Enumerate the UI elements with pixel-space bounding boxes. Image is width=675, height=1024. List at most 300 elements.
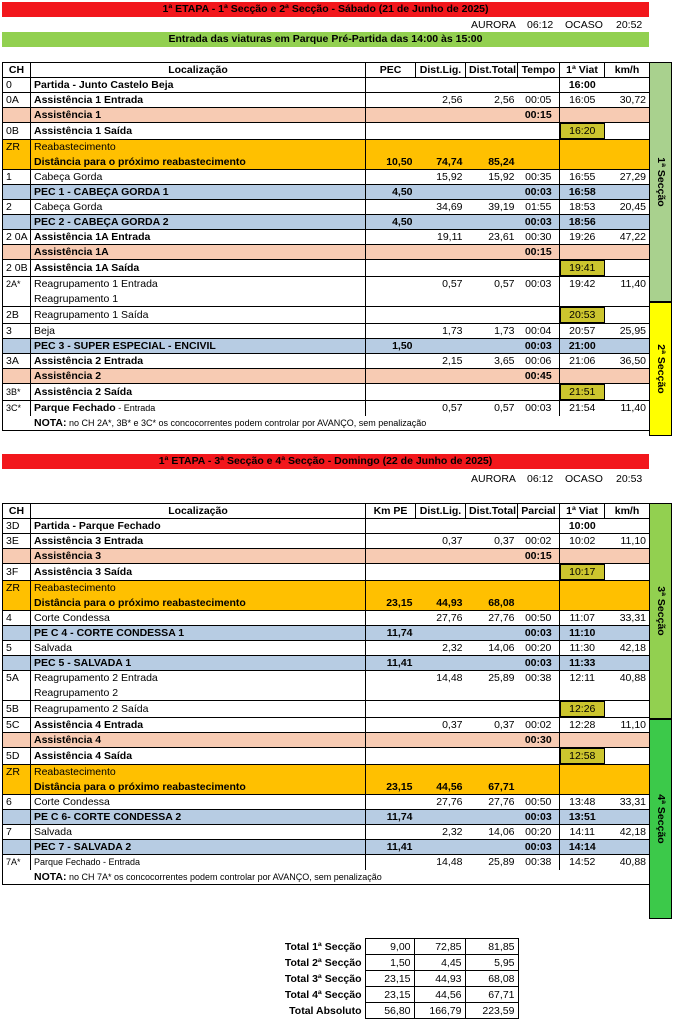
cell-viat	[560, 78, 605, 93]
cell-value: 11:30	[569, 642, 595, 654]
table-row	[3, 140, 650, 155]
cell-tempo	[518, 155, 560, 170]
cell-tempo	[518, 840, 560, 855]
location-label: Reagrupamento 1 Entrada	[34, 278, 158, 291]
column-header: km/h	[605, 63, 650, 78]
cell-pec	[366, 534, 416, 549]
cell-value: 27,76	[436, 796, 463, 808]
cell-dtot	[466, 686, 518, 701]
cell-value: 00:03	[524, 186, 552, 198]
cell-viat	[560, 292, 605, 307]
cell-value: 1,50	[392, 340, 413, 352]
day1-schedule-table	[2, 62, 650, 431]
cell-ch	[3, 795, 31, 810]
cell-dlig	[416, 780, 466, 795]
cell-ch	[3, 108, 31, 123]
cell-dlig	[416, 825, 466, 840]
table-row	[3, 748, 650, 765]
cell-value: 18:56	[568, 216, 596, 228]
cell-dtot	[466, 840, 518, 855]
cell-viat	[560, 581, 605, 596]
cell-dlig	[416, 215, 466, 230]
cell-value: 2,15	[442, 355, 463, 367]
cell-value: 47,22	[619, 231, 646, 243]
cell-dlig	[416, 384, 466, 401]
cell-value: 00:02	[525, 719, 552, 731]
cell-value: 00:15	[524, 246, 552, 258]
location-label: Salvada	[34, 826, 72, 838]
cell-ch	[3, 748, 31, 765]
cell-dtot	[466, 277, 518, 292]
nota-cell	[3, 870, 650, 885]
cell-viat	[560, 93, 605, 108]
day1-aurora-label: AURORA	[471, 19, 516, 31]
cell-dtot	[466, 324, 518, 339]
location-label: Reabastecimento	[34, 141, 116, 154]
table-row	[3, 626, 650, 641]
cell-dtot	[466, 581, 518, 596]
cell-loc	[31, 215, 366, 230]
cell-ch	[3, 855, 31, 870]
cell-tempo	[518, 260, 560, 277]
cell-tempo	[518, 718, 560, 733]
cell-tempo	[518, 170, 560, 185]
cell-pec	[366, 748, 416, 765]
table-row	[3, 155, 650, 170]
cell-pec	[366, 215, 416, 230]
cell-dlig	[416, 718, 466, 733]
cell-value: 01:55	[525, 201, 552, 213]
cell-value: 3B*	[6, 387, 21, 397]
nota-row	[3, 416, 650, 431]
cell-dlig	[416, 401, 466, 416]
column-header: Localização	[31, 63, 366, 78]
cell-dlig	[416, 534, 466, 549]
cell-value: 4	[6, 612, 12, 624]
cell-viat	[560, 307, 605, 324]
cell-dlig	[416, 519, 466, 534]
cell-ch	[3, 307, 31, 324]
cell-dtot	[466, 339, 518, 354]
location-label: Reagrupamento 1 Saída	[34, 309, 149, 321]
cell-dlig	[416, 123, 466, 140]
cell-value: 0,37	[442, 719, 463, 731]
cell-value: 67,71	[488, 780, 515, 793]
totals-value: 44,56	[414, 987, 465, 1003]
cell-dlig	[416, 748, 466, 765]
cell-pec	[366, 354, 416, 369]
cell-value: 3	[6, 325, 12, 337]
cell-value: 16:05	[569, 94, 596, 106]
cell-pec	[366, 549, 416, 564]
cell-kmh	[605, 140, 650, 155]
day2-ocaso-time: 20:53	[616, 473, 643, 485]
table-row	[3, 733, 650, 748]
cell-viat	[560, 671, 605, 686]
cell-pec	[366, 718, 416, 733]
cell-value: 27,76	[436, 612, 463, 624]
cell-pec	[366, 519, 416, 534]
location-label: Corte Condessa	[34, 612, 110, 624]
cell-loc	[31, 260, 366, 277]
column-header: CH	[3, 63, 31, 78]
cell-dlig	[416, 93, 466, 108]
cell-loc	[31, 140, 366, 155]
cell-kmh	[605, 384, 650, 401]
cell-viat	[560, 701, 605, 718]
cell-loc	[31, 339, 366, 354]
cell-value: 25,89	[488, 672, 515, 685]
cell-value: 1	[6, 171, 12, 183]
cell-dtot	[466, 78, 518, 93]
cell-loc	[31, 748, 366, 765]
cell-viat	[560, 108, 605, 123]
cell-value: 3,65	[494, 355, 515, 367]
cell-value: 1,73	[442, 325, 463, 337]
cell-kmh	[605, 840, 650, 855]
cell-loc	[31, 384, 366, 401]
cell-kmh	[605, 855, 650, 870]
cell-viat	[560, 369, 605, 384]
cell-value: 4,50	[392, 216, 413, 228]
location-label: Assistência 2 Entrada	[34, 355, 144, 367]
column-header: Tempo	[518, 63, 560, 78]
table-row	[3, 519, 650, 534]
time-box: 12:26	[560, 701, 605, 717]
cell-dlig	[416, 324, 466, 339]
cell-dtot	[466, 108, 518, 123]
cell-pec	[366, 292, 416, 307]
cell-ch	[3, 292, 31, 307]
cell-viat	[560, 354, 605, 369]
cell-tempo	[518, 245, 560, 260]
location-label: PEC 7 - SALVADA 2	[34, 841, 132, 853]
cell-ch	[3, 581, 31, 596]
totals-value: 72,85	[414, 939, 465, 955]
cell-dtot	[466, 810, 518, 825]
cell-dtot	[466, 549, 518, 564]
totals-value: 23,15	[365, 971, 414, 987]
table-row	[3, 701, 650, 718]
cell-loc	[31, 245, 366, 260]
cell-pec	[366, 93, 416, 108]
cell-loc	[31, 718, 366, 733]
cell-ch	[3, 718, 31, 733]
cell-dlig	[416, 855, 466, 870]
cell-dlig	[416, 810, 466, 825]
cell-tempo	[518, 140, 560, 155]
cell-tempo	[518, 810, 560, 825]
cell-dtot	[466, 795, 518, 810]
cell-viat	[560, 140, 605, 155]
column-header: Dist.Total	[466, 504, 518, 519]
cell-dtot	[466, 215, 518, 230]
cell-value: 00:38	[525, 672, 552, 685]
cell-pec	[366, 611, 416, 626]
cell-value: 14,48	[436, 856, 463, 869]
cell-dtot	[466, 641, 518, 656]
cell-viat	[560, 549, 605, 564]
cell-tempo	[518, 656, 560, 671]
cell-dlig	[416, 564, 466, 581]
cell-kmh	[605, 123, 650, 140]
table-row	[3, 324, 650, 339]
cell-value: 00:30	[525, 231, 552, 243]
cell-dtot	[466, 93, 518, 108]
cell-dlig	[416, 277, 466, 292]
cell-dlig	[416, 200, 466, 215]
cell-tempo	[518, 93, 560, 108]
cell-value: 15,92	[488, 171, 515, 183]
cell-loc	[31, 795, 366, 810]
cell-value: 3A	[6, 355, 19, 367]
day1-ocaso-label: OCASO	[565, 19, 603, 31]
cell-pec	[366, 200, 416, 215]
cell-viat	[560, 765, 605, 780]
cell-loc	[31, 401, 366, 416]
cell-value: 34,69	[436, 201, 463, 213]
cell-loc	[31, 855, 366, 870]
cell-value: 0B	[6, 125, 19, 137]
cell-value: 11:10	[569, 627, 596, 639]
cell-pec	[366, 108, 416, 123]
cell-kmh	[605, 260, 650, 277]
cell-pec	[366, 855, 416, 870]
cell-dtot	[466, 384, 518, 401]
cell-viat	[560, 656, 605, 671]
cell-value: 44,56	[436, 780, 463, 793]
cell-loc	[31, 108, 366, 123]
cell-ch	[3, 519, 31, 534]
cell-loc	[31, 185, 366, 200]
cell-value: 0,37	[442, 535, 463, 547]
location-label: PEC 3 - SUPER ESPECIAL - ENCIVIL	[34, 340, 216, 352]
cell-tempo	[518, 534, 560, 549]
cell-value: 23,15	[386, 596, 413, 609]
totals-value: 44,93	[414, 971, 465, 987]
cell-dtot	[466, 765, 518, 780]
cell-value: 00:50	[525, 612, 552, 624]
cell-kmh	[605, 277, 650, 292]
cell-value: 2B	[6, 309, 19, 321]
table-row	[3, 384, 650, 401]
table-row	[3, 230, 650, 245]
table-row	[3, 108, 650, 123]
cell-kmh	[605, 718, 650, 733]
cell-pec	[366, 825, 416, 840]
cell-viat	[560, 519, 605, 534]
location-label: Cabeça Gorda	[34, 171, 103, 183]
totals-row	[255, 955, 518, 971]
cell-loc	[31, 170, 366, 185]
table-row	[3, 200, 650, 215]
cell-pec	[366, 626, 416, 641]
table-header-row	[3, 63, 650, 78]
cell-value: 30,72	[619, 94, 646, 106]
table-row	[3, 581, 650, 596]
location-label: Reagrupamento 2	[34, 686, 119, 699]
cell-pec	[366, 810, 416, 825]
cell-value: 00:03	[525, 402, 552, 415]
cell-value: 7	[6, 826, 12, 838]
cell-pec	[366, 307, 416, 324]
table-row	[3, 718, 650, 733]
cell-value: 36,50	[619, 355, 646, 367]
cell-ch	[3, 733, 31, 748]
nota-row	[3, 870, 650, 885]
cell-dlig	[416, 155, 466, 170]
cell-ch	[3, 765, 31, 780]
cell-ch	[3, 369, 31, 384]
cell-value: 12:28	[569, 719, 596, 731]
cell-value: 14,48	[436, 672, 463, 685]
column-header: PEC	[366, 63, 416, 78]
cell-kmh	[605, 519, 650, 534]
cell-kmh	[605, 810, 650, 825]
cell-value: 00:03	[524, 627, 552, 639]
cell-dtot	[466, 140, 518, 155]
cell-tempo	[518, 671, 560, 686]
cell-kmh	[605, 656, 650, 671]
cell-kmh	[605, 611, 650, 626]
cell-dtot	[466, 292, 518, 307]
cell-loc	[31, 307, 366, 324]
location-label: Assistência 3	[34, 550, 102, 562]
cell-dtot	[466, 185, 518, 200]
cell-value: 25,95	[619, 325, 646, 337]
totals-label: Total Absoluto	[289, 1004, 362, 1017]
cell-kmh	[605, 339, 650, 354]
totals-table	[255, 938, 519, 1019]
cell-dtot	[466, 245, 518, 260]
table-row	[3, 825, 650, 840]
cell-ch	[3, 780, 31, 795]
cell-value: ZR	[6, 141, 20, 154]
cell-value: 20:57	[569, 325, 596, 337]
cell-viat	[560, 564, 605, 581]
cell-dlig	[416, 369, 466, 384]
section3-label: 3ª Secção	[654, 586, 667, 636]
cell-viat	[560, 401, 605, 416]
cell-viat	[560, 626, 605, 641]
cell-tempo	[518, 733, 560, 748]
location-label: Cabeça Gorda	[34, 201, 103, 213]
day2-schedule-table	[2, 503, 650, 885]
totals-value: 67,71	[465, 987, 518, 1003]
cell-value: 5B	[6, 703, 19, 715]
totals-label: Total 3ª Secção	[284, 972, 362, 985]
cell-viat	[560, 795, 605, 810]
section3-label-box	[649, 503, 672, 719]
cell-loc	[31, 626, 366, 641]
time-box: 12:58	[560, 748, 605, 764]
cell-tempo	[518, 701, 560, 718]
nota-label: NOTA:	[34, 416, 67, 429]
day1-entry-banner: Entrada das viaturas em Parque Pré-Partida das 14:00 às 15:00	[2, 32, 649, 47]
cell-dlig	[416, 701, 466, 718]
cell-dtot	[466, 401, 518, 416]
cell-value: 10:02	[569, 535, 596, 547]
cell-dtot	[466, 307, 518, 324]
cell-value: 27,76	[488, 612, 515, 624]
cell-value: 19:26	[569, 231, 596, 243]
cell-value: 00:03	[524, 841, 552, 853]
cell-value: 2 0A	[6, 231, 28, 243]
cell-value: 16:00	[568, 79, 596, 91]
cell-ch	[3, 245, 31, 260]
cell-value: 00:06	[525, 355, 552, 367]
table-row	[3, 215, 650, 230]
cell-tempo	[518, 324, 560, 339]
cell-viat	[560, 155, 605, 170]
table-row	[3, 765, 650, 780]
totals-value: 4,45	[414, 955, 465, 971]
cell-viat	[560, 215, 605, 230]
cell-dtot	[466, 626, 518, 641]
cell-value: 11:07	[569, 612, 595, 624]
cell-value: 00:50	[525, 796, 552, 808]
location-label: Assistência 4	[34, 734, 102, 746]
location-label: Reabastecimento	[34, 766, 116, 779]
cell-ch	[3, 200, 31, 215]
column-header: Localização	[31, 504, 366, 519]
cell-loc	[31, 765, 366, 780]
cell-dtot	[466, 354, 518, 369]
cell-ch	[3, 596, 31, 611]
cell-loc	[31, 733, 366, 748]
cell-value: 00:20	[525, 642, 552, 654]
table-row	[3, 840, 650, 855]
cell-viat	[560, 230, 605, 245]
cell-pec	[366, 369, 416, 384]
table-row	[3, 354, 650, 369]
cell-value: 14,06	[488, 642, 515, 654]
cell-tempo	[518, 200, 560, 215]
cell-tempo	[518, 215, 560, 230]
cell-value: 33,31	[619, 612, 646, 624]
table-row	[3, 795, 650, 810]
cell-tempo	[518, 686, 560, 701]
cell-dlig	[416, 840, 466, 855]
section4-label-box	[649, 719, 672, 919]
day1-banner: 1ª ETAPA - 1ª Secção e 2ª Secção - Sábado (21 de Junho de 2025)	[2, 2, 649, 17]
table-row	[3, 245, 650, 260]
cell-value: 00:20	[525, 826, 552, 838]
cell-value: 2	[6, 201, 12, 213]
cell-dlig	[416, 641, 466, 656]
cell-value: 27,76	[488, 796, 515, 808]
location-label: Reabastecimento	[34, 582, 116, 595]
cell-tempo	[518, 307, 560, 324]
cell-viat	[560, 840, 605, 855]
cell-value: 0,37	[494, 719, 515, 731]
cell-dlig	[416, 656, 466, 671]
cell-viat	[560, 748, 605, 765]
cell-value: 0,57	[494, 402, 515, 415]
cell-ch	[3, 384, 31, 401]
time-box: 20:53	[560, 307, 605, 323]
cell-ch	[3, 825, 31, 840]
cell-ch	[3, 549, 31, 564]
cell-value: 25,89	[488, 856, 515, 869]
cell-tempo	[518, 401, 560, 416]
cell-loc	[31, 93, 366, 108]
cell-value: 2,56	[442, 94, 463, 106]
day2-aurora-label: AURORA	[471, 473, 516, 485]
cell-value: ZR	[6, 582, 20, 595]
cell-tempo	[518, 564, 560, 581]
cell-dtot	[466, 855, 518, 870]
